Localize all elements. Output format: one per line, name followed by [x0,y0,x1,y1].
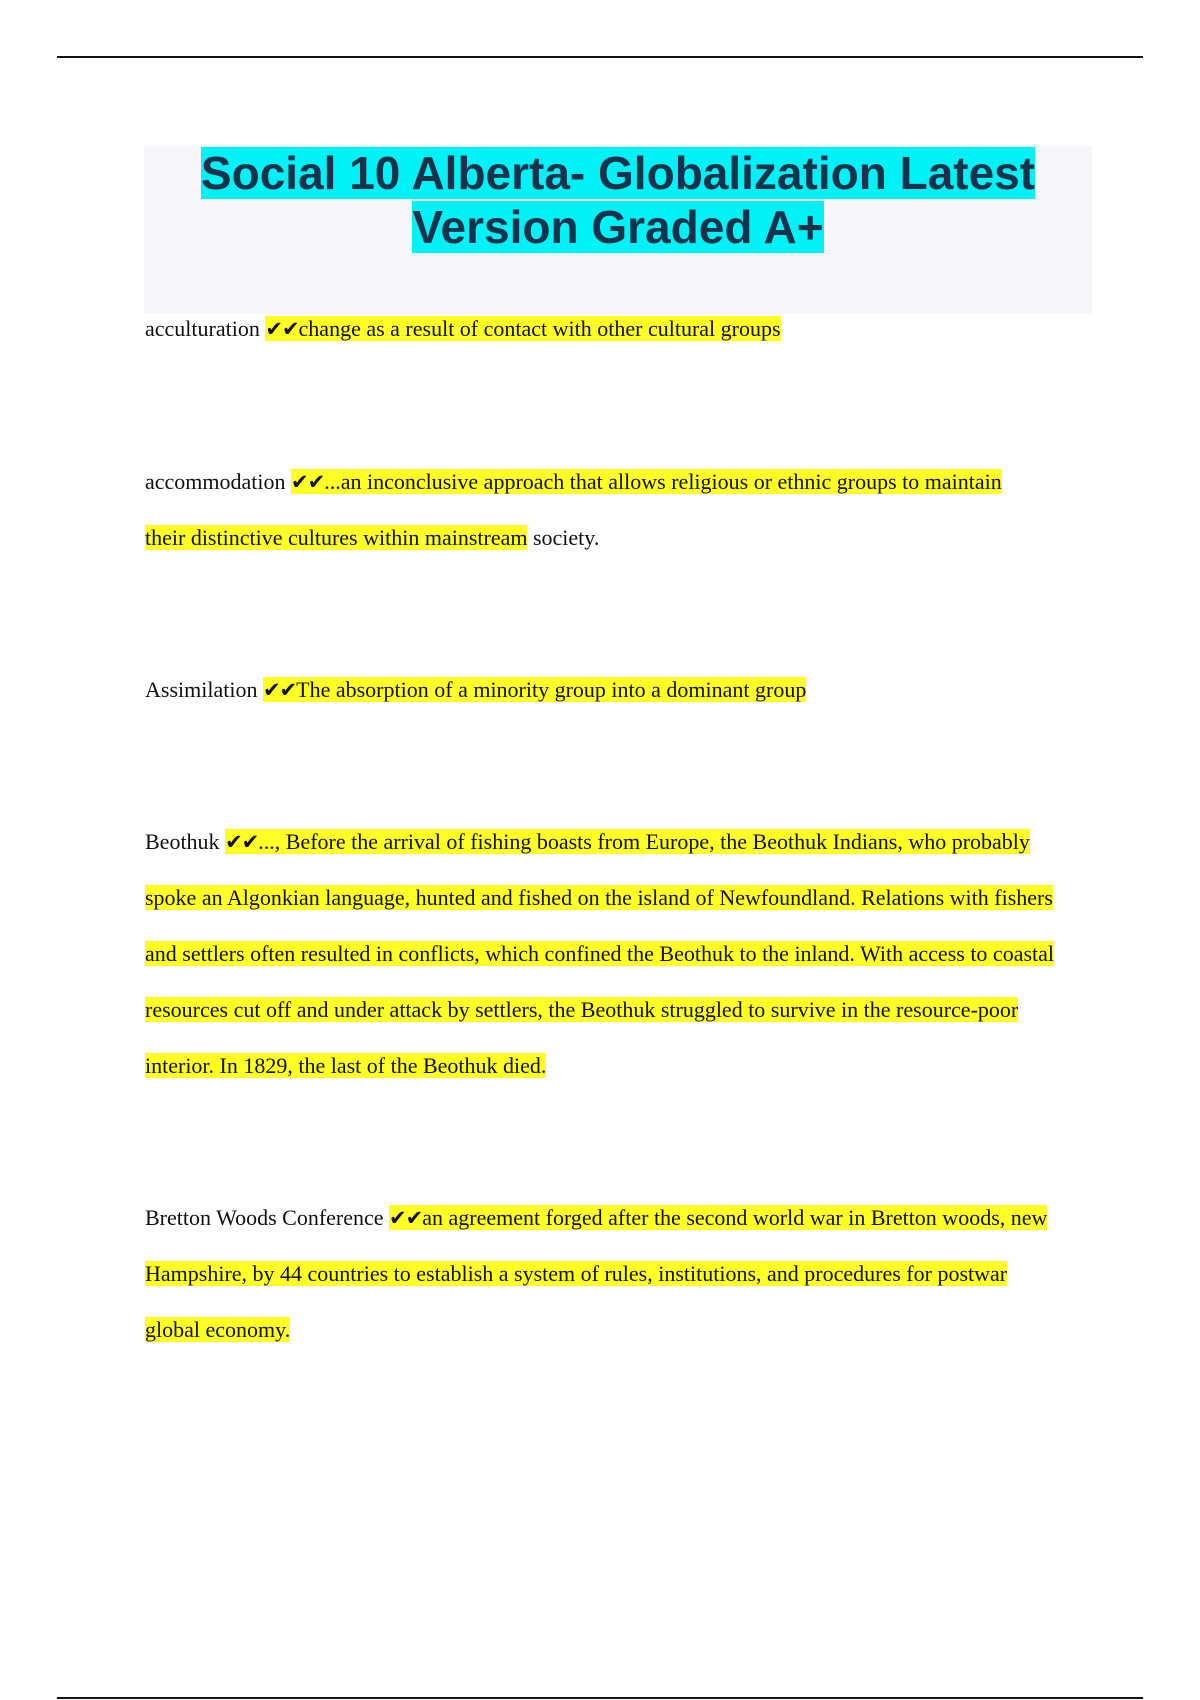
entry-answer: ..., Before the arrival of fishing boasts from Europe, the Beothuk Indians, who probably spoke an Algonkian language, hunted and fished on the island of Newfoundland. Relations with fishers and settlers often resulted in conflicts, which confined the Beothuk to the inland. With access to coastal resources cut off and under attack by settlers, the Beothuk struggled to survive in the resource-poor interior. In 1829, the last of the Beothuk died. [145,829,1055,1078]
check-mark-icon: ✔✔ [225,830,259,854]
title-text-1: Social 10 Alberta- Globalization Latest [200,147,1036,199]
entry-answer: The absorption of a minority group into a dominant group [296,677,807,702]
title-text-2: Version Graded A+ [412,201,824,253]
entry-tail: society. [527,525,600,550]
top-rule [57,56,1143,58]
title-line-2 [144,200,1092,254]
entry-assimilation [145,662,1065,718]
entry-term: Bretton Woods Conference [145,1205,384,1230]
entry-term: acculturation [145,316,260,341]
entry-answer: ...an inconclusive approach that allows religious or ethnic groups to maintain their distinctive cultures within mainstream [145,469,1002,550]
title-box [144,146,1092,314]
entry-term: accommodation [145,469,286,494]
entry-acculturation [145,301,1065,357]
entry-answer: an agreement forged after the second world war in Bretton woods, new Hampshire, by 44 countries to establish a system of rules, institutions, and procedures for postwar global economy. [145,1205,1048,1342]
check-mark-icon: ✔✔ [265,317,299,341]
entry-bretton-woods [145,1190,1055,1358]
bottom-rule [57,1697,1143,1699]
entry-answer: change as a result of contact with other cultural groups [298,316,781,341]
check-mark-icon: ✔✔ [262,678,297,702]
check-mark-icon: ✔✔ [389,1206,423,1230]
entry-beothuk [145,814,1075,1094]
check-mark-icon: ✔✔ [291,470,325,494]
entry-term: Beothuk [145,829,220,854]
entry-term: Assimilation [145,677,258,702]
entry-accommodation [145,454,1045,566]
title-line-1 [144,146,1092,200]
